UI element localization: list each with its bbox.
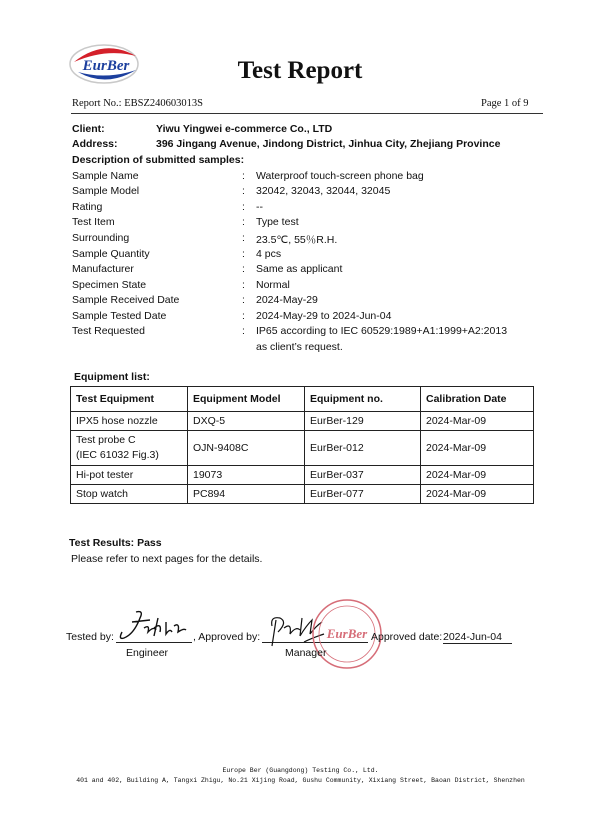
field-label: Surrounding	[72, 232, 130, 244]
equipment-cell: Stop watch	[71, 485, 188, 504]
field-colon: :	[242, 201, 245, 213]
equipment-cell: Hi-pot tester	[71, 466, 188, 485]
model-cell: OJN-9408C	[188, 431, 305, 466]
equipment-name: Test probe C	[76, 434, 136, 446]
equipment-cell	[71, 431, 188, 466]
field-colon: :	[242, 170, 245, 182]
engineer-signature	[114, 608, 194, 648]
approved-date-label: Approved date:	[371, 631, 443, 643]
stamp-text: EurBer	[326, 626, 368, 641]
engineer-title: Engineer	[126, 647, 169, 659]
number-cell: EurBer-037	[305, 466, 421, 485]
header-divider	[71, 113, 543, 114]
page-number: Page 1 of 9	[481, 98, 529, 109]
field-label: Sample Tested Date	[72, 310, 167, 322]
table-header-row	[71, 387, 534, 412]
field-colon: :	[242, 279, 245, 291]
column-header: Equipment no.	[305, 387, 421, 412]
field-value: 23.5℃, 55％R.H.	[256, 234, 338, 246]
model-cell: 19073	[188, 466, 305, 485]
manager-title: Manager	[285, 647, 327, 659]
field-value: 2024-May-29	[256, 294, 318, 306]
tested-by-label: Tested by:	[66, 631, 114, 643]
footer-company: Europe Ber (Guangdong) Testing Co., Ltd.	[222, 767, 379, 774]
logo-text: EurBer	[82, 58, 130, 74]
field-value: Normal	[256, 279, 290, 291]
model-cell: PC894	[188, 485, 305, 504]
field-value: --	[256, 201, 263, 213]
field-colon: :	[242, 248, 245, 260]
equipment-cell: IPX5 hose nozzle	[71, 412, 188, 431]
field-colon: :	[242, 216, 245, 228]
field-label: Specimen State	[72, 279, 147, 291]
column-header: Calibration Date	[421, 387, 534, 412]
description-heading: Description of submitted samples:	[72, 154, 245, 166]
table-row	[71, 412, 534, 431]
table-row	[71, 431, 534, 466]
model-cell: DXQ-5	[188, 412, 305, 431]
approved-by-label: , Approved by:	[193, 631, 261, 643]
address-label: Address:	[72, 138, 118, 150]
client-value: Yiwu Yingwei e-commerce Co., LTD	[156, 123, 333, 135]
field-label: Rating	[72, 201, 103, 213]
equipment-table	[70, 386, 534, 504]
test-result: Test Results: Pass	[69, 537, 162, 549]
equipment-name-line2: (IEC 61032 Fig.3)	[76, 449, 159, 461]
date-cell: 2024-Mar-09	[421, 466, 534, 485]
field-colon: :	[242, 310, 245, 322]
field-label: Manufacturer	[72, 263, 134, 275]
eurber-logo	[66, 40, 146, 90]
field-value: IP65 according to IEC 60529:1989+A1:1999+A2:2013	[256, 325, 508, 337]
address-value: 396 Jingang Avenue, Jindong District, Jinhua City, Zhejiang Province	[156, 138, 501, 150]
field-colon: :	[242, 325, 245, 337]
column-header: Test Equipment	[71, 387, 188, 412]
number-cell: EurBer-012	[305, 431, 421, 466]
field-value: Type test	[256, 216, 299, 228]
date-cell: 2024-Mar-09	[421, 485, 534, 504]
field-colon: :	[242, 232, 245, 244]
number-cell: EurBer-077	[305, 485, 421, 504]
field-colon: :	[242, 263, 245, 275]
approved-date-value: 2024-Jun-04	[443, 631, 512, 644]
field-label: Test Requested	[72, 325, 145, 337]
table-row	[71, 466, 534, 485]
column-header: Equipment Model	[188, 387, 305, 412]
field-value: 32042, 32043, 32044, 32045	[256, 185, 391, 197]
field-label: Test Item	[72, 216, 115, 228]
details-note: Please refer to next pages for the details.	[71, 553, 263, 565]
report-number: Report No.: EBSZ240603013S	[72, 98, 203, 109]
field-value: Same as applicant	[256, 263, 343, 275]
field-value: 4 pcs	[256, 248, 282, 260]
page-title: Test Report	[237, 57, 363, 84]
field-colon: :	[242, 294, 245, 306]
client-label: Client:	[72, 123, 105, 135]
footer-address: 401 and 402, Building A, Tangxi Zhigu, No.21 Xijing Road, Gushu Community, Xixiang Street, Baoan District, Shenzhen	[76, 777, 525, 784]
field-value: Waterproof touch-screen phone bag	[256, 170, 424, 182]
table-row	[71, 485, 534, 504]
field-label: Sample Received Date	[72, 294, 180, 306]
field-colon: :	[242, 185, 245, 197]
field-value: 2024-May-29 to 2024-Jun-04	[256, 310, 392, 322]
date-cell: 2024-Mar-09	[421, 431, 534, 466]
field-label: Sample Model	[72, 185, 140, 197]
date-cell: 2024-Mar-09	[421, 412, 534, 431]
field-label: Sample Quantity	[72, 248, 150, 260]
field-value-continued: as client’s request.	[256, 341, 343, 353]
number-cell: EurBer-129	[305, 412, 421, 431]
equipment-heading: Equipment list:	[74, 371, 150, 383]
field-label: Sample Name	[72, 170, 139, 182]
